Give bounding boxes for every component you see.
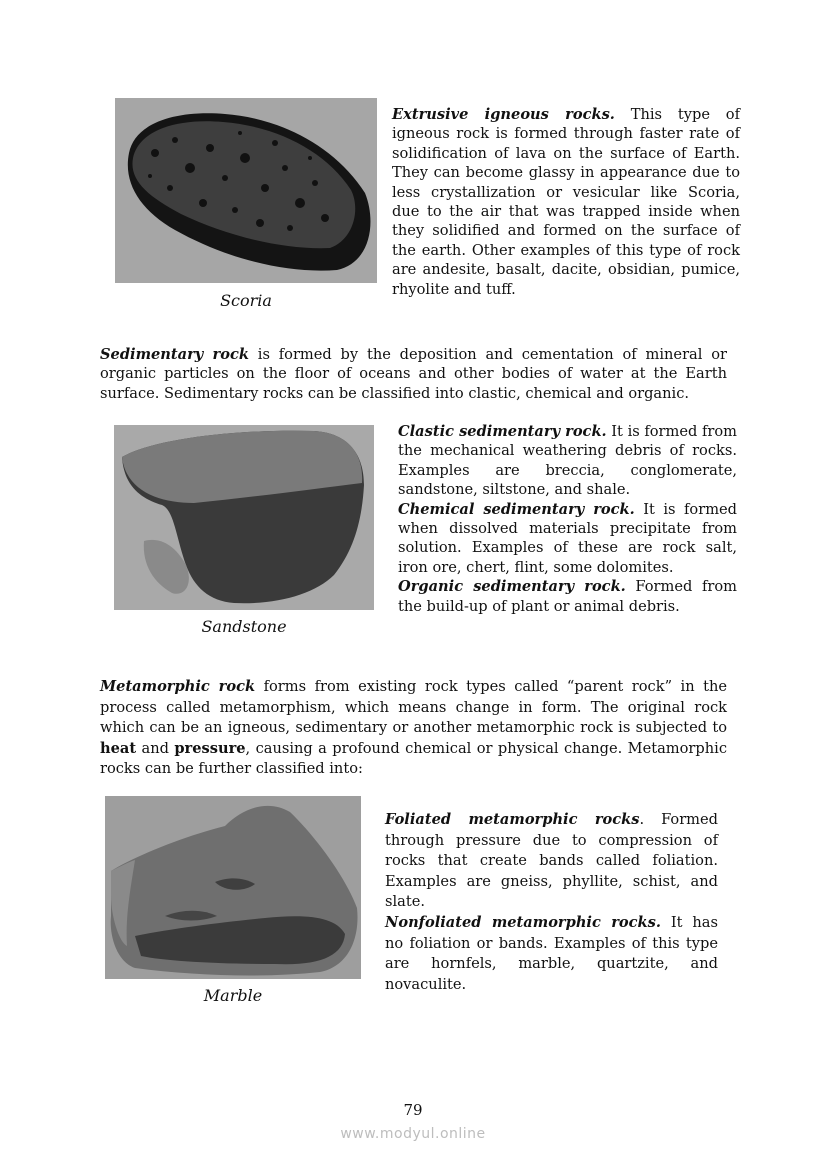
page-number: 79 [403,1101,423,1119]
nonfoliated-paragraph [385,913,718,995]
foliated-paragraph [385,810,718,913]
metamorphic-and: and [136,739,175,757]
extrusive-igneous-text: This type of igneous rock is formed through faster rate of solidification of lava on the surface of Earth. They can become glassy in appearance due to less crystallization or vesicular like Scoria, due to the air that was trapped inside when they solidified and formed on the surface of the earth. Other examples of this type of rock are andesite, basalt, dacite, obsidian, pumice, rhyolite and tuff. [392,106,740,298]
organic-term: Organic sedimentary rock. [398,578,626,596]
nonfoliated-text: It has no foliation or bands. Examples of this type are hornfels, marble, quartzite, and novaculite. [385,913,718,993]
scoria-photo [115,98,377,283]
marble-caption: Marble [203,986,263,1005]
chemical-term: Chemical sedimentary rock. [398,500,635,518]
nonfoliated-term: Nonfoliated metamorphic rocks. [385,913,661,931]
pressure-term: pressure [174,739,246,757]
sedimentary-rock-term: Sedimentary rock [100,346,249,363]
organic-text: Formed from the build-up of plant or animal debris. [398,578,737,615]
marble-photo [105,796,361,979]
sandstone-caption: Sandstone [201,617,287,636]
sandstone-photo [114,425,374,610]
metamorphic-text-2: , causing a profound chemical or physical change. Metamorphic rocks can be further classified into: [100,739,727,778]
chemical-text: It is formed when dissolved materials precipitate from solution. Examples of these are rock salt, iron ore, chert, flint, some dolomites. [398,500,737,576]
scoria-caption: Scoria [220,291,272,310]
extrusive-igneous-term: Extrusive igneous rocks. [392,106,615,123]
heat-term: heat [100,739,137,757]
sedimentary-types-column [398,422,737,619]
clastic-paragraph [398,422,737,500]
watermark: www.modyul.online [340,1126,486,1142]
clastic-text: It is formed from the mechanical weathering debris of rocks. Examples are breccia, conglomerate, sandstone, siltstone, and shale. [398,423,737,499]
chemical-paragraph [398,500,737,578]
metamorphic-text-1: forms from existing rock types called “parent rock” in the process called metamorphism, which means change in form. The original rock which can be an igneous, sedimentary or another metamorphic rock is subjected to [100,678,727,737]
sedimentary-rock-text: is formed by the deposition and cementation of mineral or organic particles on the floor of oceans and other bodies of water at the Earth surface. Sedimentary rocks can be classified into clastic, chemical and organic. [100,346,727,402]
sedimentary-rock-paragraph [100,345,727,403]
foliated-term: Foliated metamorphic rocks [385,811,640,828]
extrusive-igneous-paragraph [392,105,740,299]
foliated-text: . Formed through pressure due to compression of rocks that create bands called foliation. Examples are gneiss, phyllite, schist, and slate. [385,811,719,911]
metamorphic-types-column [385,810,718,995]
metamorphic-rock-paragraph [100,677,727,780]
metamorphic-rock-term: Metamorphic rock [100,678,256,695]
clastic-term: Clastic sedimentary rock. [398,423,607,440]
organic-paragraph [398,577,737,616]
